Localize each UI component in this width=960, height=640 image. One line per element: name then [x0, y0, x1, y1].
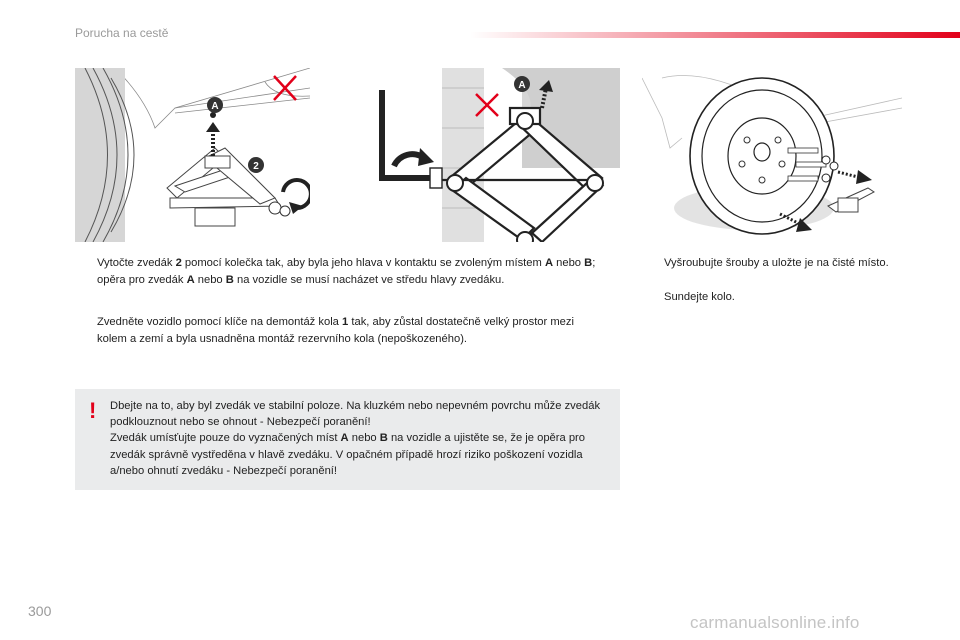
section-title: Porucha na cestě	[75, 26, 169, 40]
lift-illustration	[372, 68, 620, 242]
step-text: Vyšroubujte šrouby a uložte je na čisté místo.	[664, 257, 889, 269]
badge-a: A	[211, 101, 219, 112]
warning-paragraph: Dbejte na to, aby byl zvedák ve stabilní poloze. Na kluzkém nebo nepevném povrchu může zvedák podklouznout nebo se ohnout - Nebezpečí poranění!	[110, 400, 601, 429]
step-remove-wheel	[642, 289, 892, 306]
wheel-illustration	[642, 68, 902, 242]
warning-paragraph: Zvedák umísťujte pouze do vyznačených míst A nebo B na vozidle a ujistěte se, že je opěra pro zvedák správně vystředěna v hlavě zvedáku. V opačném případě hrozí riziko poškození vozidla a/nebo ohnutí zvedáku - Nebezpečí poranění!	[110, 432, 585, 477]
step-wind-jack	[75, 255, 605, 289]
page-number: 300	[28, 603, 52, 619]
step-text: Zvedněte vozidlo pomocí klíče na demontáž kola 1 tak, aby zůstal dostatečně velký prostor mezi kolem a zemí a byla usnadněna montáž rezervního kola (nepoškozeného).	[97, 316, 574, 345]
step-lift-vehicle	[75, 314, 605, 348]
figure-jack-lift	[372, 68, 620, 242]
figure-jack-wind-up	[75, 68, 310, 242]
badge-2: 2	[253, 161, 259, 172]
warning-text	[110, 398, 610, 479]
watermark: carmanualsonline.info	[690, 613, 860, 632]
step-remove-bolts	[642, 255, 892, 272]
warning-icon: !	[89, 398, 97, 423]
badge-a: A	[518, 80, 526, 91]
step-text: Vytočte zvedák 2 pomocí kolečka tak, aby byla jeho hlava v kontaktu se zvoleným místem A nebo B; opěra pro zvedák A nebo B na vozidle se musí nacházet ve středu hlavy zvedáku.	[97, 257, 596, 286]
warning-box	[75, 389, 620, 490]
figure-wheel-removal	[642, 68, 902, 242]
step-text: Sundejte kolo.	[664, 291, 735, 303]
jack-illustration	[75, 68, 310, 242]
header-accent-line	[470, 32, 960, 38]
